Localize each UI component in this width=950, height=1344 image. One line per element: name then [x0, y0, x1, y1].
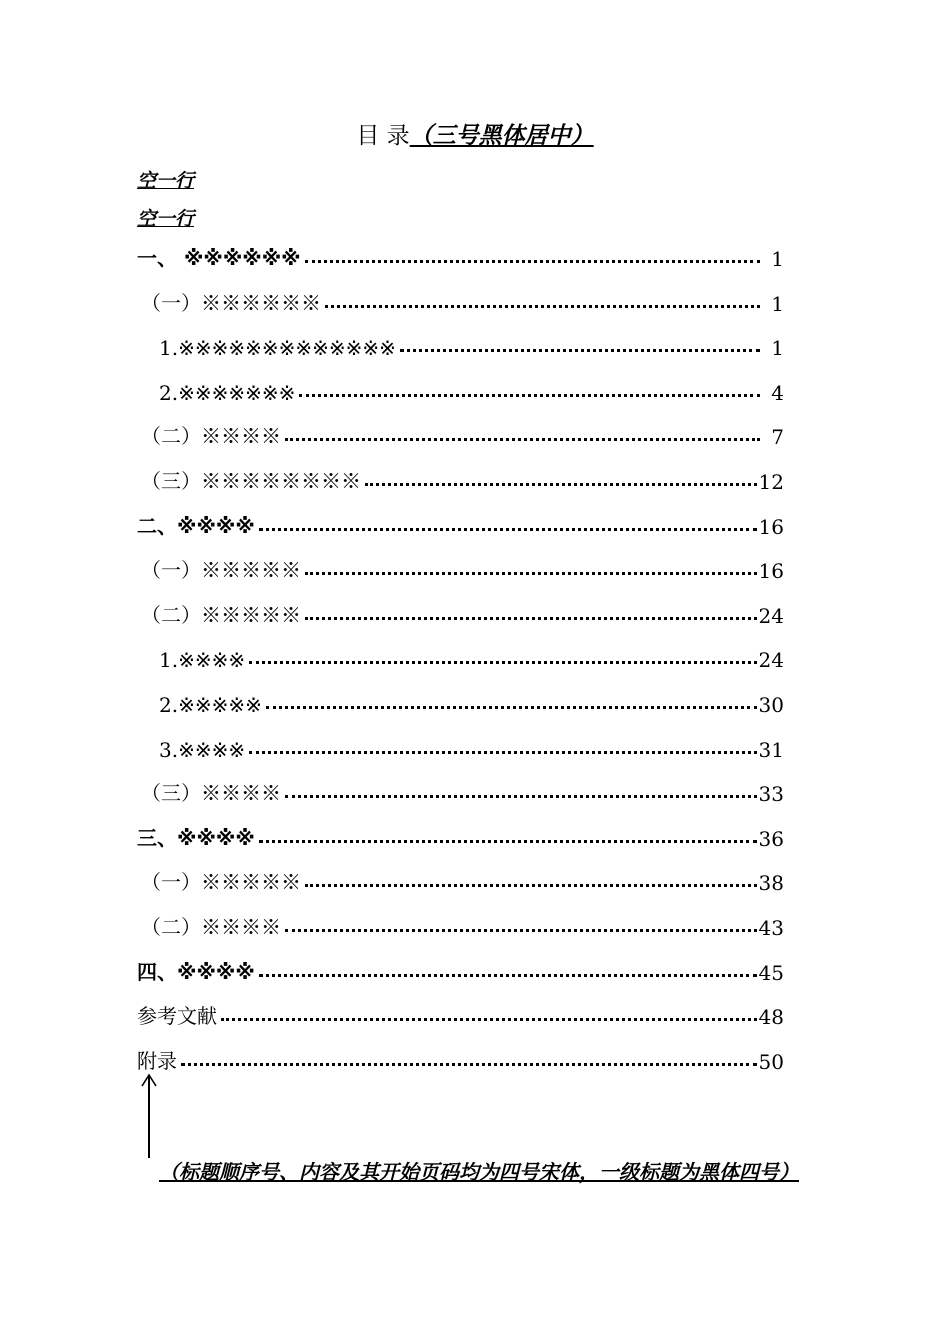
- toc-entry-label: 附录: [137, 1048, 177, 1073]
- toc-entry-page: 16: [758, 514, 784, 539]
- toc-entry: [159, 642, 784, 672]
- toc-entry-page: 7: [771, 425, 784, 450]
- toc-entry: [141, 286, 784, 316]
- blank-line-note-2: 空一行: [137, 208, 195, 230]
- toc-entry-page: 31: [758, 737, 784, 762]
- toc-entry: [137, 955, 784, 985]
- dot-leader: [299, 394, 760, 397]
- dot-leader: [285, 795, 757, 798]
- toc-entry-label: 3.※※※※: [159, 737, 246, 762]
- dot-leader: [266, 706, 757, 709]
- toc-entry-page: 4: [771, 380, 784, 405]
- toc-entry: [137, 509, 784, 539]
- title-format-note: （三号黑体居中）: [409, 123, 594, 149]
- toc-entry-page: 16: [758, 559, 784, 584]
- dot-leader: [285, 929, 757, 932]
- toc-entry-page: 48: [758, 1005, 784, 1030]
- toc-entry-label: 二、※※※※: [137, 513, 255, 538]
- toc-entry: [141, 865, 784, 895]
- dot-leader: [305, 884, 757, 887]
- toc-entry-label: 三、※※※※: [137, 825, 255, 850]
- dot-leader: [259, 974, 757, 977]
- dot-leader: [181, 1063, 757, 1066]
- dot-leader: [249, 751, 756, 754]
- toc-entry: [159, 687, 784, 717]
- toc-entry: [137, 821, 784, 851]
- arrow-line: [148, 1076, 150, 1158]
- toc-entry: [159, 375, 784, 405]
- toc-entry: [141, 598, 784, 628]
- toc-entry-label: （三）※※※※※※※※: [141, 469, 361, 493]
- toc-entry-label: 1.※※※※※※※※※※※※※: [159, 336, 396, 361]
- dot-leader: [305, 617, 757, 620]
- toc-entry-label: 参考文献: [137, 1004, 217, 1029]
- toc-entry: [137, 1044, 784, 1074]
- toc-entry-label: 2.※※※※※: [159, 693, 262, 717]
- toc-entry: [141, 464, 784, 494]
- toc-entry: [137, 241, 784, 271]
- blank-line-note-1: 空一行: [137, 170, 195, 192]
- dot-leader: [259, 528, 757, 531]
- toc-entry-label: （二）※※※※※: [141, 602, 301, 627]
- dot-leader: [305, 260, 760, 263]
- dot-leader: [285, 438, 760, 441]
- toc-entry: [159, 330, 784, 360]
- toc-entry: [141, 553, 784, 583]
- toc-entry-label: （一）※※※※※※: [141, 290, 321, 315]
- toc-entry-label: 四、※※※※: [137, 959, 255, 984]
- toc-entry-label: （二）※※※※: [141, 424, 281, 449]
- toc-entry-label: 1.※※※※: [159, 648, 246, 673]
- toc-entry-page: 1: [771, 336, 784, 361]
- toc-entry-page: 43: [758, 916, 784, 940]
- toc-entry-page: 36: [758, 826, 784, 851]
- dot-leader: [305, 572, 757, 575]
- toc-entry-page: 50: [758, 1049, 784, 1074]
- dot-leader: [221, 1018, 757, 1021]
- toc-entry-page: 30: [758, 693, 784, 717]
- toc-title-text: 目 录: [356, 123, 410, 149]
- toc-entry-page: 24: [758, 648, 784, 673]
- toc-entry-label: （一）※※※※※: [141, 558, 301, 583]
- toc-entry-page: 24: [758, 603, 784, 628]
- dot-leader: [325, 305, 760, 308]
- toc-entry-page: 33: [758, 782, 784, 807]
- toc-entry-page: 12: [758, 470, 784, 494]
- toc-entry: [159, 732, 784, 762]
- toc-entry: [141, 419, 784, 449]
- toc-entry-page: 1: [771, 247, 784, 271]
- toc-entry-page: 1: [771, 291, 784, 316]
- toc-entry-page: 45: [758, 960, 784, 985]
- toc-entry: [141, 776, 784, 806]
- dot-leader: [249, 661, 756, 664]
- dot-leader: [365, 483, 757, 486]
- toc-entry-label: （二）※※※※: [141, 915, 281, 939]
- toc-entry-label: （三）※※※※: [141, 781, 281, 806]
- toc-entry-page: 38: [758, 871, 784, 896]
- dot-leader: [259, 840, 757, 843]
- dot-leader: [400, 349, 760, 352]
- toc-entry-label: 一、 ※※※※※※: [137, 246, 301, 270]
- toc-entry-label: 2.※※※※※※※: [159, 380, 296, 405]
- toc-entry-label: （一）※※※※※: [141, 870, 301, 895]
- toc-entry: [137, 999, 784, 1029]
- toc-entry: [141, 910, 784, 940]
- format-note: （标题顺序号、内容及其开始页码均为四号宋体，一级标题为黑体四号）: [159, 1160, 799, 1184]
